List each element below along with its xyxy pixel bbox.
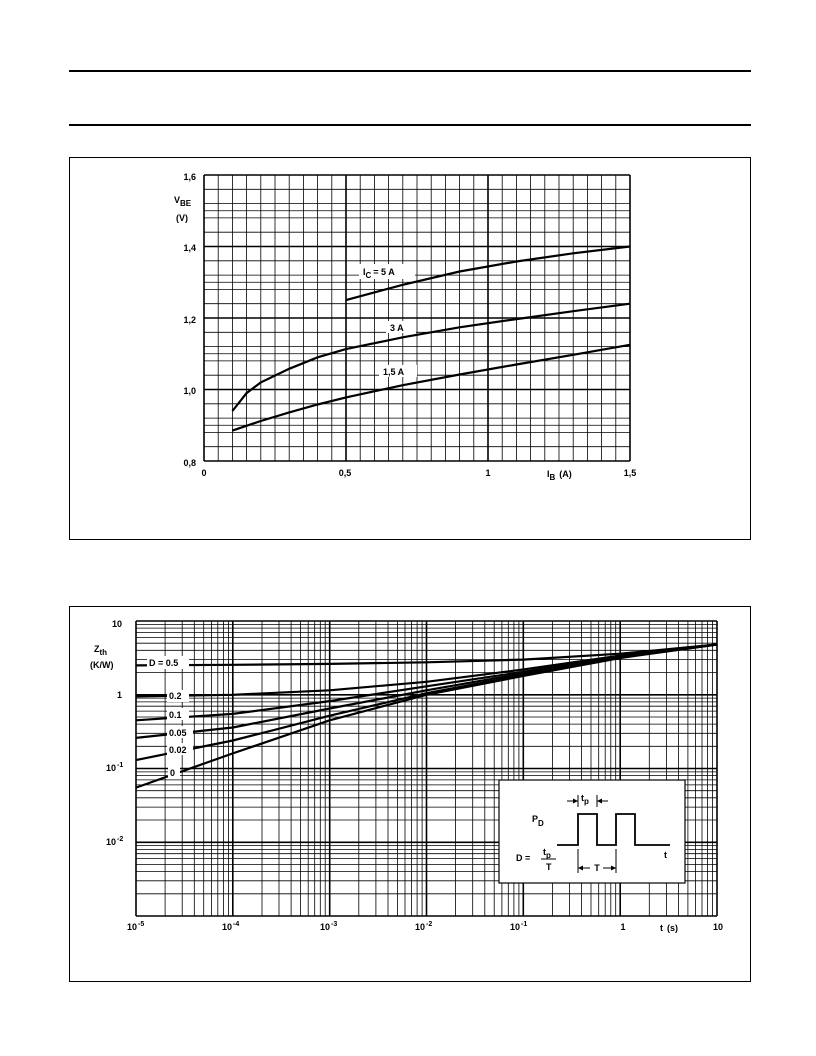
zth-y-axis-symbol: Z [94, 644, 100, 654]
zth-y-axis-subscript: th [99, 648, 108, 657]
zth-x-tick [620, 922, 625, 932]
vbe-y-tick: 1,2 [183, 315, 196, 325]
zth-y-tick-base: 10 [106, 763, 117, 773]
zth-y-axis-unit: (K/W) [90, 660, 114, 670]
zth-x-axis-symbol: t [660, 923, 663, 933]
vbe-x-axis-label [547, 469, 572, 482]
duty-cycle-numerator-subscript: p [546, 851, 551, 860]
vbe-y-tick: 0,8 [183, 458, 196, 468]
zth-x-axis-label [660, 923, 678, 933]
zth-y-tick-labels [106, 619, 123, 847]
zth-x-tick-exp: -5 [138, 921, 145, 928]
vbe-y-axis-subscript: BE [180, 199, 192, 208]
zth-y-tick-base: 1 [116, 690, 122, 700]
vbe-x-tick: 0,5 [338, 468, 352, 478]
vbe-vs-ib-chart [70, 158, 750, 539]
zth-label-d02: 0.2 [169, 691, 182, 701]
zth-y-tick-base: 10 [106, 837, 117, 847]
vbe-y-tick: 1,4 [183, 243, 196, 253]
zth-y-tick [106, 762, 123, 773]
pulse-pd-subscript: D [538, 819, 544, 828]
vbe-x-tick: 0 [201, 468, 207, 478]
zth-x-tick-base: 10 [510, 922, 521, 932]
zth-label-d005: 0.05 [169, 728, 187, 738]
figure-panel-zth [69, 606, 751, 982]
zth-x-tick-exp: -2 [426, 921, 433, 928]
vbe-x-axis-subscript: B [549, 473, 556, 482]
zth-vs-t-chart [70, 607, 750, 981]
zth-y-tick [112, 619, 122, 629]
zth-x-tick [222, 921, 239, 932]
zth-x-tick-exp: -1 [521, 921, 528, 928]
duty-cycle-label: D = [516, 853, 531, 863]
duty-cycle-numerator-symbol: t [543, 847, 546, 857]
zth-x-tick-base: 10 [127, 922, 138, 932]
pulse-tp-subscript: p [584, 797, 589, 806]
zth-x-tick-labels [127, 921, 723, 932]
zth-x-tick-base: 10 [222, 922, 233, 932]
zth-y-tick-exp: -2 [117, 836, 124, 843]
zth-label-d01: 0.1 [169, 710, 182, 720]
zth-x-tick-base: 10 [712, 922, 724, 932]
vbe-label-ic5a-subscript: C [365, 271, 372, 280]
zth-label-d05: D = 0.5 [149, 658, 179, 668]
vbe-series-labels [359, 264, 417, 377]
zth-x-tick-exp: -4 [233, 921, 240, 928]
vbe-x-axis-unit: (A) [559, 469, 572, 479]
zth-y-tick-exp: -1 [117, 762, 124, 769]
vbe-x-tick: 1 [485, 468, 491, 478]
vbe-label-1-5a: 1,5 A [383, 367, 405, 377]
zth-label-d002: 0.02 [169, 745, 187, 755]
vbe-label-3a: 3 A [390, 323, 404, 333]
pulse-time-axis-label: t [664, 850, 667, 860]
vbe-label-ic5a-value: = 5 A [373, 267, 395, 277]
zth-x-tick [713, 922, 723, 932]
zth-label-d0: 0 [170, 768, 176, 778]
zth-y-axis-label [94, 644, 107, 657]
pulse-period-label: T [594, 863, 600, 873]
zth-x-axis-unit: (s) [667, 923, 678, 933]
figure-panel-vbe [69, 157, 751, 540]
zth-x-tick [127, 921, 144, 932]
zth-x-tick [320, 921, 337, 932]
vbe-x-tick: 1,5 [623, 468, 637, 478]
pulse-inset-box [499, 780, 685, 883]
vbe-y-axis-unit: (V) [176, 213, 188, 223]
zth-x-tick-base: 1 [620, 922, 626, 932]
vbe-label-ic5a-symbol: I [363, 267, 366, 277]
header-rule-bottom [69, 124, 751, 126]
zth-x-tick [510, 921, 527, 932]
zth-y-tick [106, 836, 123, 847]
zth-x-tick-base: 10 [415, 922, 426, 932]
vbe-y-axis-symbol: V [174, 195, 181, 205]
vbe-y-tick: 1,0 [183, 386, 196, 396]
zth-x-tick-exp: -3 [331, 921, 338, 928]
vbe-y-tick: 1,6 [183, 172, 196, 182]
zth-y-tick-base: 10 [111, 619, 122, 629]
zth-x-tick [415, 921, 432, 932]
pulse-tp-symbol: t [581, 793, 584, 803]
vbe-y-axis-label [174, 195, 192, 208]
zth-y-tick [117, 690, 122, 700]
header-rule-top [69, 70, 751, 72]
vbe-x-axis-symbol: I [547, 469, 550, 479]
pulse-pd-symbol: P [532, 814, 539, 824]
zth-x-tick-base: 10 [320, 922, 331, 932]
duty-cycle-denominator: T [546, 862, 552, 872]
pulse-inset [499, 780, 685, 883]
